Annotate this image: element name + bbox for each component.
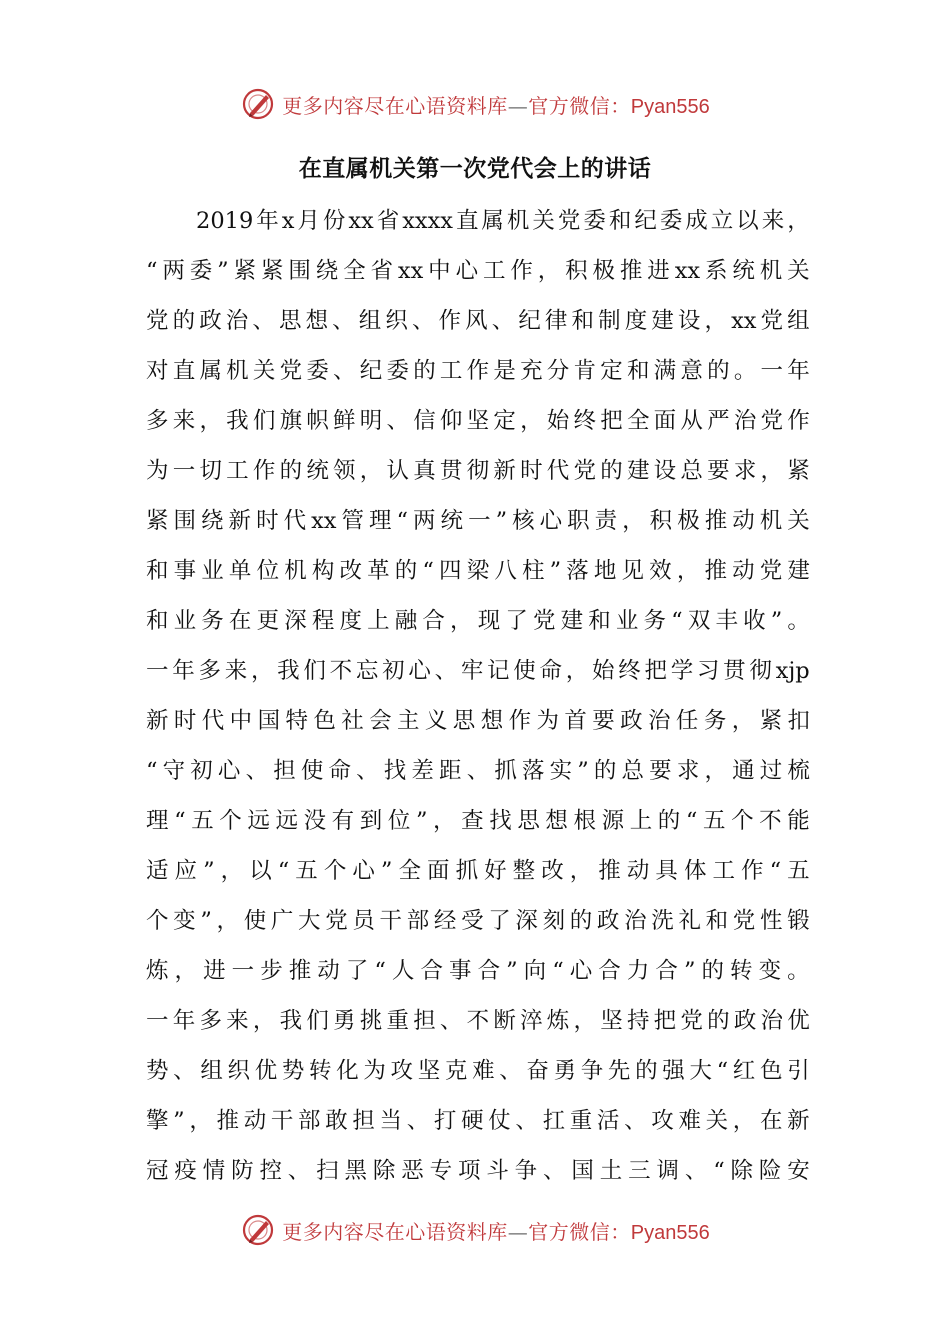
document-title: 在直属机关第一次党代会上的讲话 (298, 156, 652, 182)
body-line: 党 的 政 治 、 思 想 、 组 织 、 作 风 、 纪 律 和 制 度 建 设 ， xx 党 组 (146, 308, 810, 334)
body-line: 势 、 组 织 优 势 转 化 为 攻 坚 克 难 、 奋 勇 争 先 的 强 大 “ 红 色 引 (146, 1058, 810, 1084)
footer-banner-text: 更多内容尽在心语资料库—官方微信：Pyan556 (282, 1219, 710, 1244)
body-line: 个 变 ” ， 使 广 大 党 员 干 部 经 受 了 深 刻 的 政 治 洗 礼 和 党 性 锻 (146, 908, 810, 934)
body-line: 新 时 代 中 国 特 色 社 会 主 义 思 想 作 为 首 要 政 治 任 务 ， 紧 扣 (146, 708, 810, 734)
body-line: 一 年 多 来 ， 我 们 勇 挑 重 担 、 不 断 淬 炼 ， 坚 持 把 党 的 政 治 优 (146, 1008, 810, 1034)
body-line: 和 事 业 单 位 机 构 改 革 的 “ 四 梁 八 柱 ” 落 地 见 效 ， 推 动 党 建 (146, 558, 810, 584)
body-line: “ 两 委 ” 紧 紧 围 绕 全 省 xx 中 心 工 作 ， 积 极 推 进 xx 系 统 机 关 (146, 258, 810, 284)
body-line: “ 守 初 心 、 担 使 命 、 找 差 距 、 抓 落 实 ” 的 总 要 求 ， 通 过 梳 (146, 758, 810, 784)
body-line: 适 应 ” ， 以 “ 五 个 心 ” 全 面 抓 好 整 改 ， 推 动 具 体 工 作 “ 五 (146, 858, 810, 884)
body-line: 紧 围 绕 新 时 代 xx 管 理 “ 两 统 一 ” 核 心 职 责 ， 积 极 推 动 机 关 (146, 508, 810, 534)
footer-wechat-handle: Pyan556 (630, 1221, 710, 1244)
body-line: 和 业 务 在 更 深 程 度 上 融 合 ， 现 了 党 建 和 业 务 “ 双 丰 收 ” 。 (146, 608, 810, 634)
body-line: 理 “ 五 个 远 远 没 有 到 位 ” ， 查 找 思 想 根 源 上 的 “ 五 个 不 能 (146, 808, 810, 834)
pen-seal-logo-icon (240, 1212, 276, 1248)
body-line: 为 一 切 工 作 的 统 领 ， 认 真 贯 彻 新 时 代 党 的 建 设 总 要 求 ， 紧 (146, 458, 810, 484)
pen-seal-logo-icon (240, 86, 276, 122)
body-line: 多 来 ， 我 们 旗 帜 鲜 明 、 信 仰 坚 定 ， 始 终 把 全 面 从 严 治 党 作 (146, 408, 810, 434)
header-banner-text: 更多内容尽在心语资料库—官方微信：Pyan556 (282, 93, 710, 118)
body-line: 对 直 属 机 关 党 委 、 纪 委 的 工 作 是 充 分 肯 定 和 满 意 的 。 一 年 (146, 358, 810, 384)
header-wechat-handle: Pyan556 (630, 95, 710, 118)
body-line: 2019 年 x 月 份 xx 省 xxxx 直 属 机 关 党 委 和 纪 委 成 立 以 来 ， (196, 208, 810, 234)
body-line: 冠 疫 情 防 控 、 扫 黑 除 恶 专 项 斗 争 、 国 土 三 调 、 “ 除 险 安 (146, 1158, 810, 1184)
footer-watermark-banner (0, 1208, 950, 1252)
body-line: 擎 ” ， 推 动 干 部 敢 担 当 、 打 硬 仗 、 扛 重 活 、 攻 难 关 ， 在 新 (146, 1108, 810, 1134)
body-line: 一 年 多 来 ， 我 们 不 忘 初 心 、 牢 记 使 命 ， 始 终 把 学 习 贯 彻 xjp (146, 658, 810, 684)
document-body (146, 196, 810, 1196)
body-line: 炼 ， 进 一 步 推 动 了 “ 人 合 事 合 ” 向 “ 心 合 力 合 ” 的 转 变 。 (146, 958, 810, 984)
header-watermark-banner (0, 82, 950, 126)
